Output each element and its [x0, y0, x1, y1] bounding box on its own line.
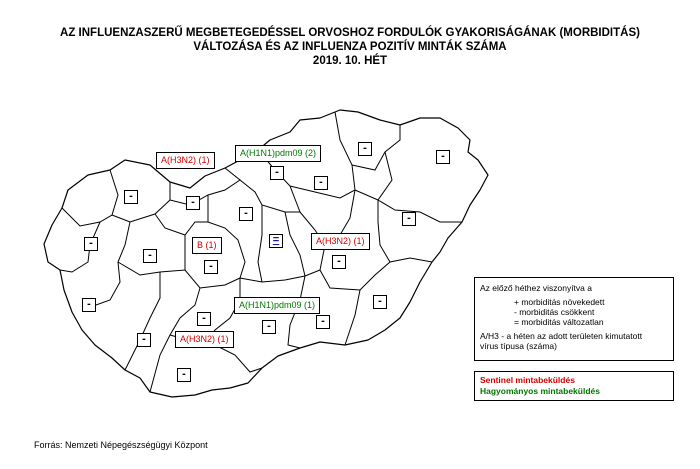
virus-label-north: A(H1N1)pdm09 (2)	[235, 145, 321, 162]
county-mark-baranya: -	[177, 368, 191, 382]
county-mark-tolna: -	[197, 312, 211, 326]
map-title-line-1: AZ INFLUENZASZERŰ MEGBETEGEDÉSSEL ORVOSHOZ FORDULÓK GYAKORISÁGÁNAK (MORBIDITÁS)	[60, 27, 640, 39]
legend-item-unchanged	[480, 317, 668, 327]
legend-symbol: =	[514, 317, 519, 327]
county-mark-zala: -	[82, 298, 96, 312]
county-mark-borsod: -	[358, 142, 372, 156]
legend-item-decrease	[480, 307, 668, 317]
county-mark-fejer: -	[204, 260, 218, 274]
county-mark-budapest: =	[269, 234, 283, 248]
legend-heading: Az előző héthez viszonyítva a	[480, 283, 592, 293]
map-title-week: 2019. 10. HÉT	[312, 55, 388, 67]
legend-item-increase	[480, 297, 668, 307]
county-mark-jasz-nagykun: -	[332, 255, 346, 269]
county-mark-gyor-moson-sopron: -	[124, 190, 138, 204]
virus-label-central-west: B (1)	[192, 237, 222, 254]
county-mark-komarom-esztergom: -	[186, 196, 200, 210]
county-mark-vas: -	[84, 237, 98, 251]
legend-traditional: Hagyományos mintabeküldés	[480, 386, 600, 396]
legend-text: morbiditás változatlan	[521, 317, 604, 327]
legend-symbol: +	[514, 297, 519, 307]
county-mark-hajdu-bihar: -	[402, 212, 416, 226]
virus-label-south-west: A(H3N2) (1)	[175, 331, 234, 348]
legend-text: morbiditás csökkent	[519, 307, 595, 317]
county-mark-nograd: -	[314, 176, 328, 190]
county-mark-heves: -	[239, 207, 253, 221]
county-mark-csongrad: -	[316, 315, 330, 329]
map-title-line-2: VÁLTOZÁSA ÉS AZ INFLUENZA POZITÍV MINTÁK SZÁMA	[193, 41, 507, 53]
legend-note-line-2: vírus típusa (száma)	[480, 341, 557, 351]
legend-symbol: -	[514, 307, 517, 317]
legend-text: morbiditás növekedett	[521, 297, 605, 307]
virus-label-north-west: A(H3N2) (1)	[156, 152, 215, 169]
county-mark-bacs-kiskun: -	[262, 320, 276, 334]
morbidity-legend	[474, 277, 674, 361]
county-mark-somogy: -	[137, 333, 151, 347]
sample-type-legend	[474, 371, 674, 401]
legend-note-line-1: A/H3 - a héten az adott területen kimutatott	[480, 331, 643, 341]
county-mark-szabolcs: -	[436, 150, 450, 164]
legend-sentinel: Sentinel mintabeküldés	[480, 375, 575, 385]
county-mark-veszprem: -	[143, 249, 157, 263]
source-note: Forrás: Nemzeti Népegészségügyi Központ	[34, 440, 208, 450]
county-mark-pest-north: -	[270, 166, 284, 180]
county-mark-bekes: -	[373, 295, 387, 309]
virus-label-south-central: A(H1N1)pdm09 (1)	[234, 297, 320, 314]
virus-label-central-east: A(H3N2) (1)	[311, 233, 370, 250]
